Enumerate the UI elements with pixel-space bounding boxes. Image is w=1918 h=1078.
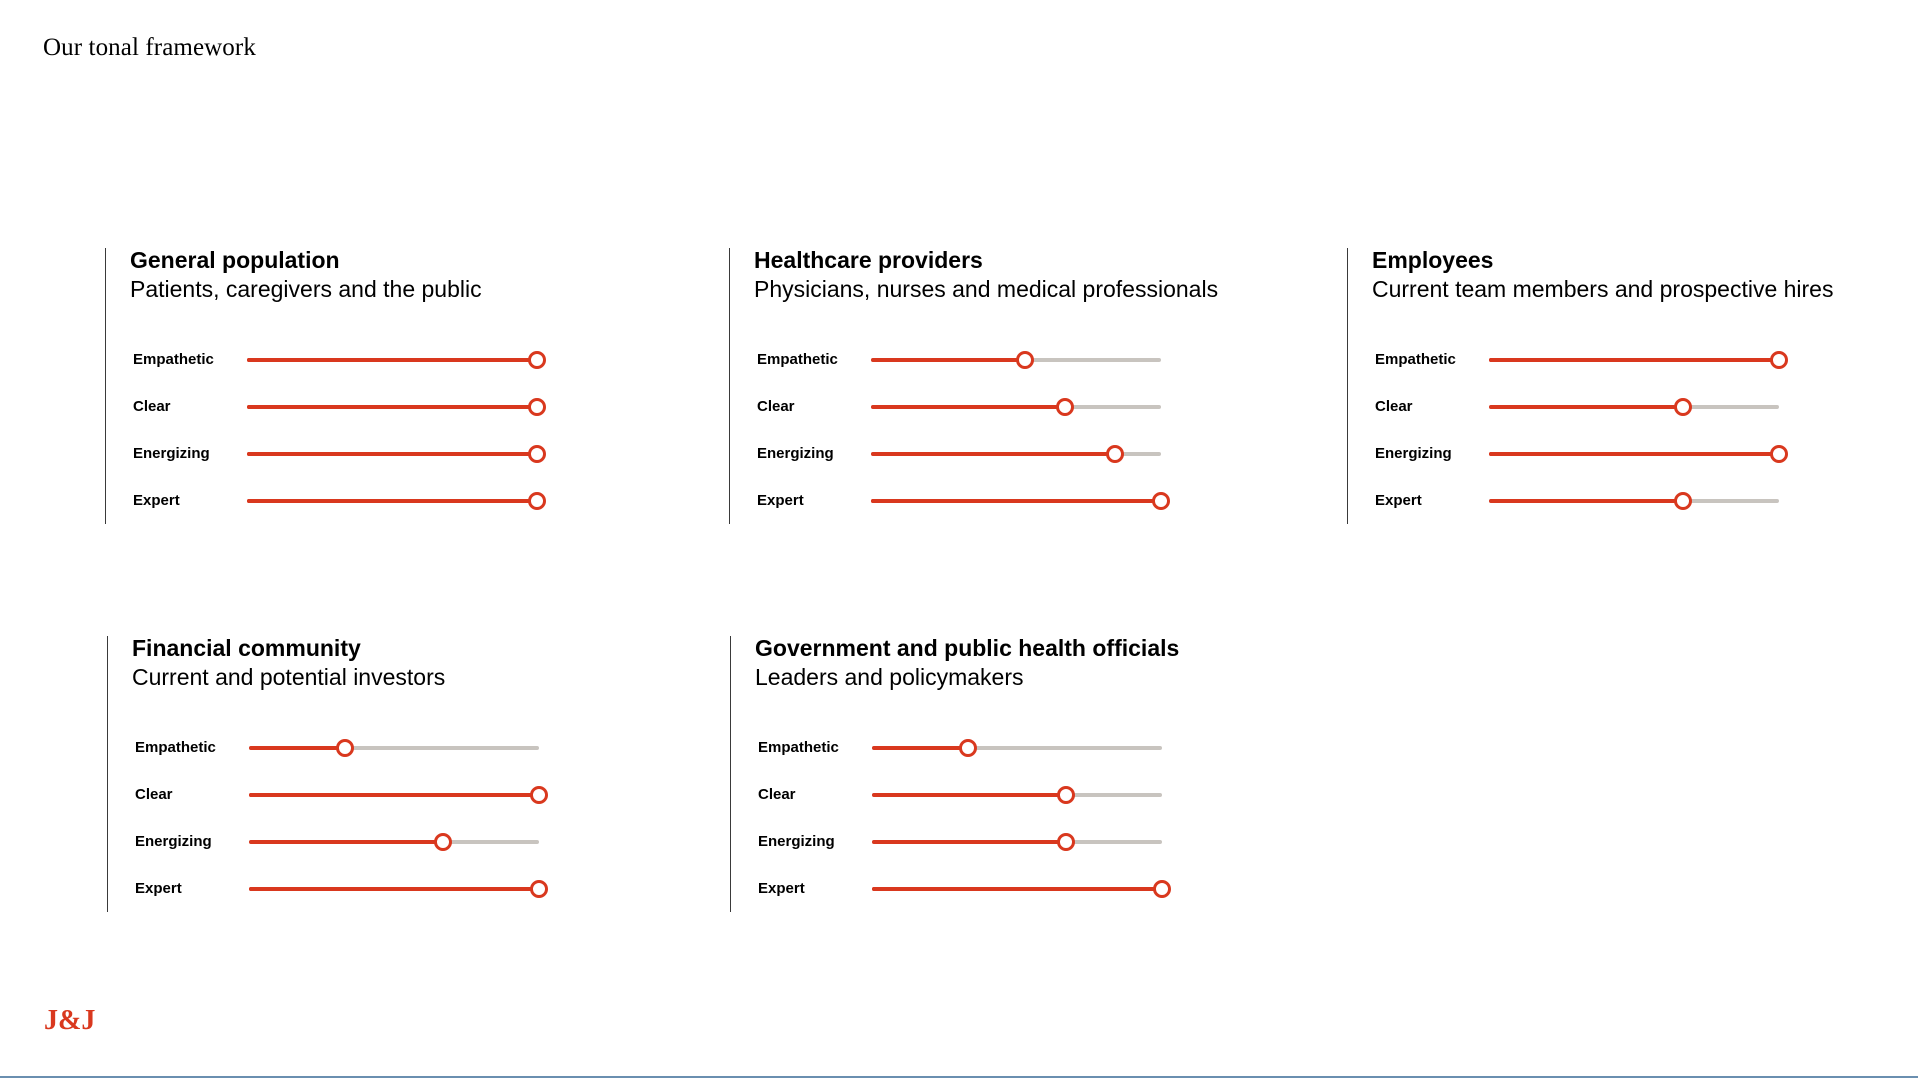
slider-fill	[1489, 499, 1683, 503]
audience-subtitle: Patients, caregivers and the public	[130, 276, 482, 302]
tone-label: Empathetic	[133, 351, 214, 368]
tone-slider-row	[755, 785, 1290, 832]
tone-slider-row	[754, 350, 1249, 397]
slider-thumb[interactable]	[1016, 351, 1034, 369]
tone-slider[interactable]	[872, 793, 1162, 797]
slider-thumb[interactable]	[1674, 492, 1692, 510]
slider-fill	[1489, 358, 1779, 362]
tone-slider-row	[1372, 397, 1907, 444]
tone-slider-row	[132, 832, 577, 879]
slider-fill	[872, 746, 968, 750]
tone-slider-row	[130, 444, 575, 491]
tone-slider-row	[132, 785, 577, 832]
tone-label: Clear	[133, 398, 171, 415]
slider-thumb[interactable]	[530, 786, 548, 804]
slider-thumb[interactable]	[528, 351, 546, 369]
slider-fill	[871, 452, 1115, 456]
slider-fill	[249, 793, 539, 797]
audience-subtitle: Leaders and policymakers	[755, 664, 1024, 690]
tone-sliders	[754, 350, 1249, 538]
tone-slider-row	[132, 738, 577, 785]
tone-slider[interactable]	[871, 358, 1161, 362]
slider-thumb[interactable]	[336, 739, 354, 757]
tone-slider[interactable]	[872, 887, 1162, 891]
tone-slider[interactable]	[247, 358, 537, 362]
slider-thumb[interactable]	[530, 880, 548, 898]
audience-card-healthcare-providers	[729, 248, 1249, 524]
tone-label: Clear	[757, 398, 795, 415]
tone-sliders	[132, 738, 577, 926]
jnj-logo	[44, 1004, 104, 1034]
slider-fill	[872, 887, 1162, 891]
tone-label: Clear	[1375, 398, 1413, 415]
slider-thumb[interactable]	[434, 833, 452, 851]
tone-slider-row	[754, 397, 1249, 444]
slider-thumb[interactable]	[1056, 398, 1074, 416]
tone-sliders	[1372, 350, 1907, 538]
slider-thumb[interactable]	[959, 739, 977, 757]
tone-label: Expert	[133, 492, 180, 509]
tone-slider-row	[754, 491, 1249, 538]
slider-fill	[249, 840, 443, 844]
tone-label: Energizing	[133, 445, 210, 462]
audience-title: General population	[130, 247, 340, 273]
tone-label: Empathetic	[1375, 351, 1456, 368]
slider-thumb[interactable]	[1057, 786, 1075, 804]
audience-card-government-officials	[730, 636, 1290, 912]
slider-fill	[1489, 405, 1683, 409]
audience-subtitle: Current and potential investors	[132, 664, 446, 690]
tone-slider[interactable]	[1489, 452, 1779, 456]
tone-label: Expert	[758, 880, 805, 897]
tone-slider-row	[1372, 491, 1907, 538]
tone-slider-row	[130, 491, 575, 538]
logo-text: J&J	[44, 1005, 96, 1034]
tone-slider[interactable]	[1489, 499, 1779, 503]
tone-slider[interactable]	[1489, 358, 1779, 362]
audience-card-employees	[1347, 248, 1907, 524]
tone-slider[interactable]	[872, 746, 1162, 750]
tone-slider[interactable]	[871, 452, 1161, 456]
tone-slider[interactable]	[249, 793, 539, 797]
slider-fill	[249, 887, 539, 891]
tone-slider-row	[130, 350, 575, 397]
tone-label: Empathetic	[758, 739, 839, 756]
tone-slider[interactable]	[247, 452, 537, 456]
slider-fill	[871, 405, 1065, 409]
audience-subtitle: Physicians, nurses and medical professionals	[754, 276, 1219, 302]
slider-fill	[872, 793, 1066, 797]
slider-fill	[247, 405, 537, 409]
tone-slider-row	[755, 879, 1290, 926]
tone-slider[interactable]	[249, 840, 539, 844]
slider-fill	[871, 499, 1161, 503]
audience-card-financial-community	[107, 636, 577, 912]
tone-label: Energizing	[758, 833, 835, 850]
slider-thumb[interactable]	[1106, 445, 1124, 463]
slider-thumb[interactable]	[528, 398, 546, 416]
tone-label: Expert	[135, 880, 182, 897]
tone-slider[interactable]	[249, 746, 539, 750]
tone-label: Clear	[758, 786, 796, 803]
page-title: Our tonal framework	[43, 34, 256, 61]
slider-fill	[249, 746, 345, 750]
slider-fill	[1489, 452, 1779, 456]
tone-slider[interactable]	[247, 499, 537, 503]
tone-label: Clear	[135, 786, 173, 803]
tone-slider-row	[130, 397, 575, 444]
slider-fill	[247, 358, 537, 362]
tone-label: Expert	[1375, 492, 1422, 509]
slider-thumb[interactable]	[1770, 351, 1788, 369]
tone-slider[interactable]	[1489, 405, 1779, 409]
slider-thumb[interactable]	[1770, 445, 1788, 463]
tone-label: Expert	[757, 492, 804, 509]
slider-thumb[interactable]	[528, 445, 546, 463]
slider-fill	[247, 452, 537, 456]
tone-slider[interactable]	[871, 405, 1161, 409]
tone-slider-row	[754, 444, 1249, 491]
slider-fill	[872, 840, 1066, 844]
tone-slider-row	[1372, 444, 1907, 491]
tone-slider[interactable]	[872, 840, 1162, 844]
audience-title: Employees	[1372, 247, 1494, 273]
slider-thumb[interactable]	[1153, 880, 1171, 898]
tone-slider-row	[755, 832, 1290, 879]
tone-label: Empathetic	[757, 351, 838, 368]
slider-fill	[871, 358, 1025, 362]
slider-fill	[247, 499, 537, 503]
tone-label: Energizing	[1375, 445, 1452, 462]
slider-thumb[interactable]	[1057, 833, 1075, 851]
tone-slider[interactable]	[247, 405, 537, 409]
audience-title: Healthcare providers	[754, 247, 983, 273]
tone-sliders	[130, 350, 575, 538]
audience-card-general-population	[105, 248, 575, 524]
slider-thumb[interactable]	[1674, 398, 1692, 416]
tone-slider-row	[755, 738, 1290, 785]
tone-slider-row	[132, 879, 577, 926]
audience-title: Government and public health officials	[755, 635, 1180, 661]
tone-sliders	[755, 738, 1290, 926]
audience-title: Financial community	[132, 635, 361, 661]
tone-label: Energizing	[757, 445, 834, 462]
tone-label: Energizing	[135, 833, 212, 850]
slider-thumb[interactable]	[528, 492, 546, 510]
slider-thumb[interactable]	[1152, 492, 1170, 510]
audience-subtitle: Current team members and prospective hires	[1372, 276, 1834, 302]
tone-label: Empathetic	[135, 739, 216, 756]
tone-slider-row	[1372, 350, 1907, 397]
tone-slider[interactable]	[249, 887, 539, 891]
tone-slider[interactable]	[871, 499, 1161, 503]
